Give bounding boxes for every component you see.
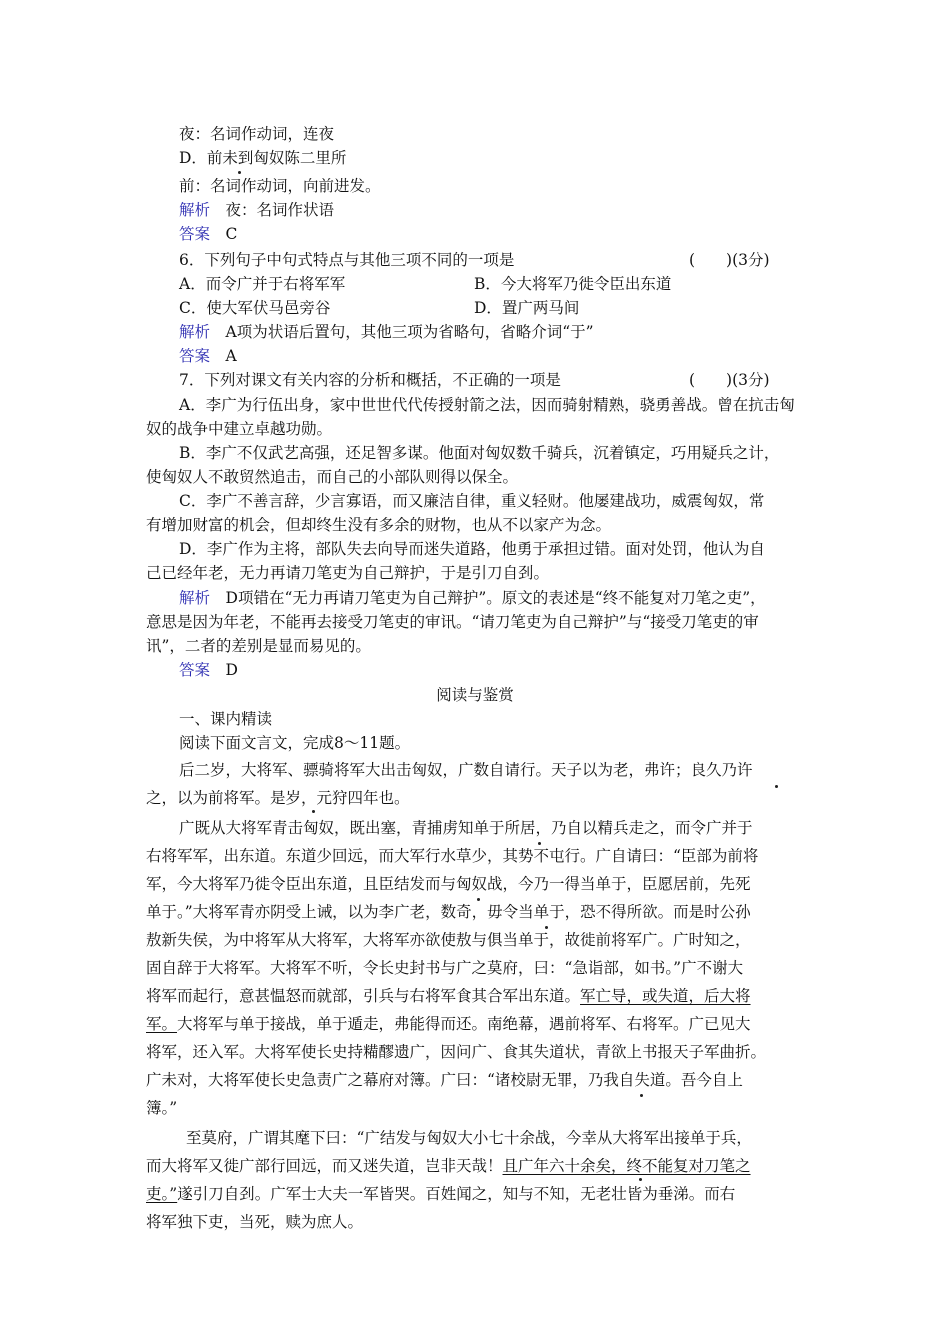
underlined-text: 军。	[146, 1015, 178, 1033]
option-d: D．置广两马间	[474, 299, 580, 317]
emphasis-dot	[775, 785, 778, 788]
passage-line: 敖新失侯，为中将军从大将军，大将军亦欲使敖与俱当单于，故徙前将军广。广时知之，	[146, 931, 751, 949]
question-7-score: ( )(3分)	[689, 371, 770, 389]
passage-line: 之，以为前将军。是岁，元狩四年也。	[146, 789, 410, 807]
answer-text: A	[210, 347, 237, 365]
explanation-line	[179, 587, 766, 609]
emphasis-dot	[639, 1178, 642, 1181]
explanation-text: A项为状语后置句，其他三项为省略句，省略介词“于”	[210, 323, 594, 341]
option-c: C．使大军伏马邑旁谷	[179, 299, 331, 317]
passage-line: 广未对，大将军使长史急责广之幕府对簿。广曰：“诸校尉无罪，乃我自失道。吾今自上	[146, 1071, 743, 1089]
explanation-line	[179, 199, 334, 221]
passage-line: 军，今大将军乃徙令臣出东道，且臣结发而与匈奴战，今乃一得当单于，臣愿居前，先死	[146, 875, 751, 893]
emphasis-dot	[312, 810, 315, 813]
passage-line	[146, 1013, 751, 1035]
passage-line	[146, 1155, 751, 1177]
answer-text: D	[210, 661, 238, 679]
emphasis-dot	[640, 1094, 643, 1097]
passage-text: 大将军与单于接战，单于遁走，弗能得而还。南绝幕，遇前将军、右将军。广已见大	[177, 1015, 751, 1033]
text-line: D．前未到匈奴陈二里所	[179, 149, 347, 167]
answer-label: 答案	[179, 661, 211, 679]
passage-line: 将军独下吏，当死，赎为庶人。	[146, 1213, 364, 1231]
explanation-text: 夜：名词作状语	[210, 201, 335, 219]
option-d-cont: 己已经年老，无力再请刀笔吏为自己辩护，于是引刀自刭。	[146, 564, 550, 582]
passage-text: 遂引刀自刭。广军士大夫一军皆哭。百姓闻之，知与不知，无老壮皆为垂涕。而右	[177, 1185, 736, 1203]
explanation-text: D项错在“无力再请刀笔吏为自己辩护”。原文的表述是“终不能复对刀笔之吏”，	[210, 589, 766, 607]
option-a: A．李广为行伍出身，家中世世代代传授射箭之法，因而骑射精熟，骁勇善战。曾在抗击匈	[179, 396, 795, 414]
underlined-text: 军亡导，或失道，后大将	[580, 987, 751, 1005]
option-b-cont: 使匈奴人不敢贸然追击，而自己的小部队则得以保全。	[146, 468, 519, 486]
answer-line	[179, 345, 237, 367]
explanation-cont: 讯”，二者的差别是显而易见的。	[146, 637, 371, 655]
passage-line: 广既从大将军青击匈奴，既出塞，青捕虏知单于所居，乃自以精兵走之，而令广并于	[179, 819, 753, 837]
passage-line: 簿。”	[146, 1099, 178, 1117]
explanation-label: 解析	[179, 323, 211, 341]
question-6-score: ( )(3分)	[689, 251, 770, 269]
option-b: B．今大将军乃徙令臣出东道	[474, 275, 672, 293]
passage-line: 至莫府，广谓其麾下曰：“广结发与匈奴大小七十余战，今幸从大将军出接单于兵，	[186, 1129, 752, 1147]
passage-line: 单于。”大将军青亦阴受上诫，以为李广老，数奇，毋令当单于，恐不得所欲。而是时公孙	[146, 903, 751, 921]
underlined-text: 吏。”	[146, 1185, 178, 1203]
underlined-text: 且广年六十余矣，终不能复对刀笔之	[502, 1157, 751, 1175]
option-c: C．李广不善言辞，少言寡语，而又廉洁自律，重义轻财。他屡建战功，威震匈奴，常	[179, 492, 765, 510]
emphasis-dot	[238, 171, 241, 174]
instruction: 阅读下面文言文，完成8～11题。	[179, 734, 411, 752]
explanation-label: 解析	[179, 201, 211, 219]
option-a: A．而令广并于右将军军	[179, 275, 346, 293]
answer-line	[179, 659, 238, 681]
question-6: 6．下列句子中句式特点与其他三项不同的一项是	[179, 251, 515, 269]
passage-line	[146, 1183, 735, 1205]
passage-line: 将军，还入军。大将军使长史持糒醪遗广，因问广、食其失道状，青欲上书报天子军曲折。	[146, 1043, 767, 1061]
section-title: 阅读与鉴赏	[436, 686, 514, 704]
explanation-cont: 意思是因为年老，不能再去接受刀笔吏的审讯。“请刀笔吏为自己辩护”与“接受刀笔吏的审	[146, 613, 759, 631]
option-a-cont: 奴的战争中建立卓越功勋。	[146, 420, 333, 438]
option-b: B．李广不仅武艺高强，还足智多谋。他面对匈奴数千骑兵，沉着镇定，巧用疑兵之计，	[179, 444, 780, 462]
option-c-cont: 有增加财富的机会，但却终生没有多余的财物，也从不以家产为念。	[146, 516, 612, 534]
answer-text: C	[210, 225, 238, 243]
passage-line: 后二岁，大将军、骠骑将军大出击匈奴，广数自请行。天子以为老，弗许；良久乃许	[179, 761, 753, 779]
question-7: 7．下列对课文有关内容的分析和概括，不正确的一项是	[179, 371, 561, 389]
passage-line	[146, 985, 751, 1007]
option-d: D．李广作为主将，部队失去向导而迷失道路，他勇于承担过错。面对处罚，他认为自	[179, 540, 765, 558]
explanation-line	[179, 321, 594, 343]
passage-text: 而大将军又徙广部行回远，而又迷失道，岂非天哉！	[146, 1157, 503, 1175]
subsection-heading: 一、课内精读	[179, 710, 273, 728]
text-line: 前：名词作动词，向前进发。	[179, 177, 381, 195]
answer-label: 答案	[179, 225, 211, 243]
answer-line	[179, 223, 237, 245]
text-line: 夜：名词作动词，连夜	[179, 125, 335, 143]
answer-label: 答案	[179, 347, 211, 365]
explanation-label: 解析	[179, 589, 211, 607]
passage-text: 将军而起行，意甚愠怒而就部，引兵与右将军食其合军出东道。	[146, 987, 581, 1005]
passage-line: 固自辞于大将军。大将军不听，令长史封书与广之莫府，曰：“急诣部，如书。”广不谢大	[146, 959, 744, 977]
passage-line: 右将军军，出东道。东道少回远，而大军行水草少，其势不屯行。广自请曰：“臣部为前将	[146, 847, 759, 865]
